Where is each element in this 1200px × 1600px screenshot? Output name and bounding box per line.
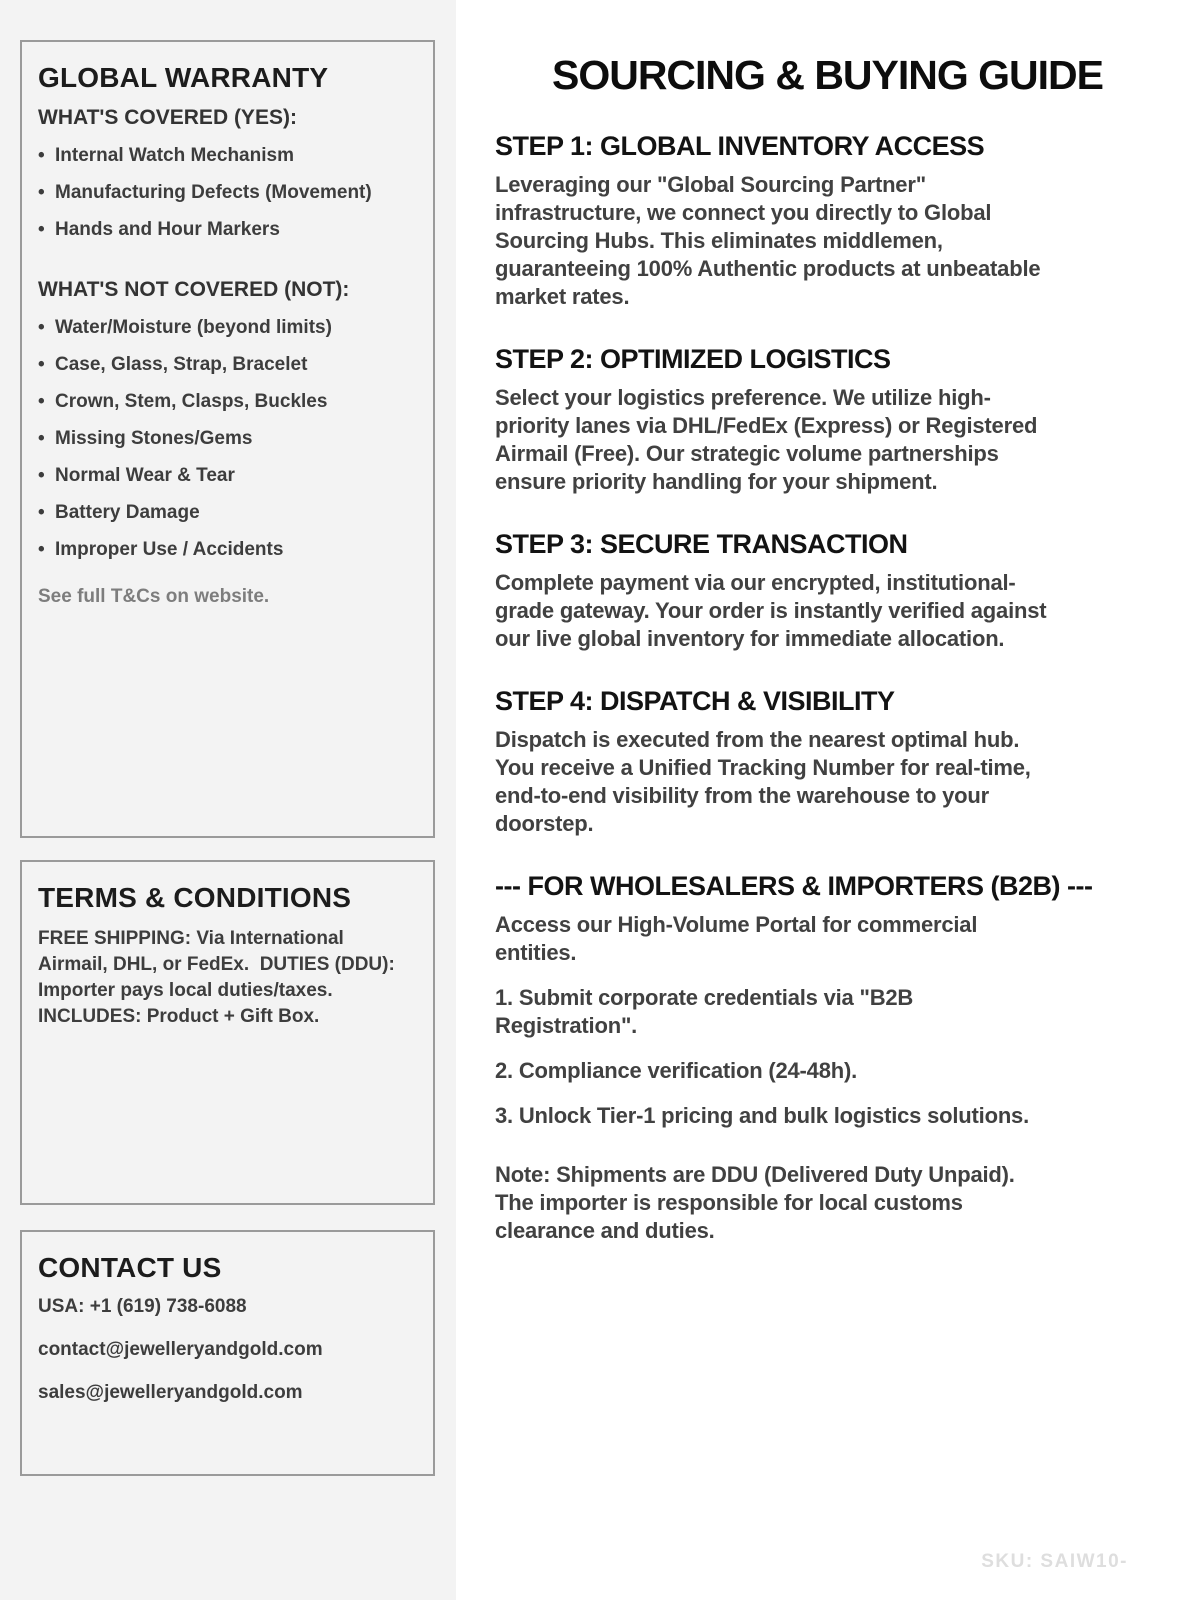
contact-phone: USA: +1 (619) 738-6088: [38, 1296, 247, 1317]
b2b-paragraph: 1. Submit corporate credentials via "B2B Registration".: [495, 985, 914, 1038]
list-item: • Internal Watch Mechanism: [38, 145, 417, 167]
section-step-3: [495, 529, 1160, 653]
contact-email: contact@jewelleryandgold.com: [38, 1339, 323, 1360]
b2b-paragraph: Access our High-Volume Portal for commercial entities.: [495, 912, 978, 965]
step-heading: STEP 4: DISPATCH & VISIBILITY: [495, 686, 895, 716]
step-heading: STEP 3: SECURE TRANSACTION: [495, 529, 908, 559]
contact-box: [20, 1230, 435, 1476]
page-title: SOURCING & BUYING GUIDE: [551, 52, 1104, 98]
list-item: • Water/Moisture (beyond limits): [38, 317, 417, 339]
step-body: Complete payment via our encrypted, institutional-grade gateway. Your order is instantly verified against our live global inventory for immediate allocation.: [495, 570, 1047, 651]
terms-box: [20, 860, 435, 1205]
terms-title: TERMS & CONDITIONS: [38, 882, 352, 913]
sku-label: SKU: SAIW10-: [981, 1551, 1128, 1572]
sales-email: sales@jewelleryandgold.com: [38, 1382, 303, 1403]
list-item: • Normal Wear & Tear: [38, 465, 417, 487]
section-b2b: [495, 871, 1160, 1245]
step-body: Leveraging our "Global Sourcing Partner" infrastructure, we connect you directly to Global Sourcing Hubs. This eliminates middlemen, guaranteeing 100% Authentic products at unbeatable market rates.: [495, 172, 1041, 309]
b2b-paragraph: 2. Compliance verification (24-48h).: [495, 1058, 858, 1083]
list-item: • Crown, Stem, Clasps, Buckles: [38, 391, 417, 413]
b2b-heading: --- FOR WHOLESALERS & IMPORTERS (B2B) ---: [495, 871, 1093, 901]
b2b-paragraph: 3. Unlock Tier-1 pricing and bulk logistics solutions.: [495, 1103, 1030, 1128]
section-step-1: [495, 131, 1160, 311]
list-item: • Missing Stones/Gems: [38, 428, 417, 450]
not-covered-heading: WHAT'S NOT COVERED (NOT):: [38, 278, 350, 301]
list-item: • Hands and Hour Markers: [38, 219, 417, 241]
section-step-4: [495, 686, 1160, 838]
step-heading: STEP 1: GLOBAL INVENTORY ACCESS: [495, 131, 985, 161]
step-body: Dispatch is executed from the nearest optimal hub. You receive a Unified Tracking Number for real-time, end-to-end visibility from the warehouse to your doorstep.: [495, 727, 1031, 836]
contact-title: CONTACT US: [38, 1252, 222, 1283]
list-item: • Case, Glass, Strap, Bracelet: [38, 354, 417, 376]
step-body: Select your logistics preference. We utilize high-priority lanes via DHL/FedEx (Express) or Registered Airmail (Free). Our strategic volume partnerships ensure priority handling for your shipment.: [495, 385, 1038, 494]
warranty-footnote: See full T&Cs on website.: [38, 586, 270, 607]
covered-list: [38, 145, 417, 241]
covered-heading: WHAT'S COVERED (YES):: [38, 106, 297, 129]
main-content: [456, 0, 1200, 1600]
not-covered-list: [38, 317, 417, 561]
step-heading: STEP 2: OPTIMIZED LOGISTICS: [495, 344, 891, 374]
list-item: • Battery Damage: [38, 502, 417, 524]
sidebar: [0, 0, 456, 1600]
terms-body: FREE SHIPPING: Via International Airmail, DHL, or FedEx. DUTIES (DDU): Importer pays local duties/taxes. INCLUDES: Product + Gift Box.: [38, 928, 401, 1028]
warranty-title: GLOBAL WARRANTY: [38, 62, 329, 93]
section-step-2: [495, 344, 1160, 496]
global-warranty-box: [20, 40, 435, 838]
note-paragraph: Note: Shipments are DDU (Delivered Duty Unpaid). The importer is responsible for local customs clearance and duties.: [495, 1162, 1015, 1243]
list-item: • Manufacturing Defects (Movement): [38, 182, 417, 204]
list-item: • Improper Use / Accidents: [38, 539, 417, 561]
